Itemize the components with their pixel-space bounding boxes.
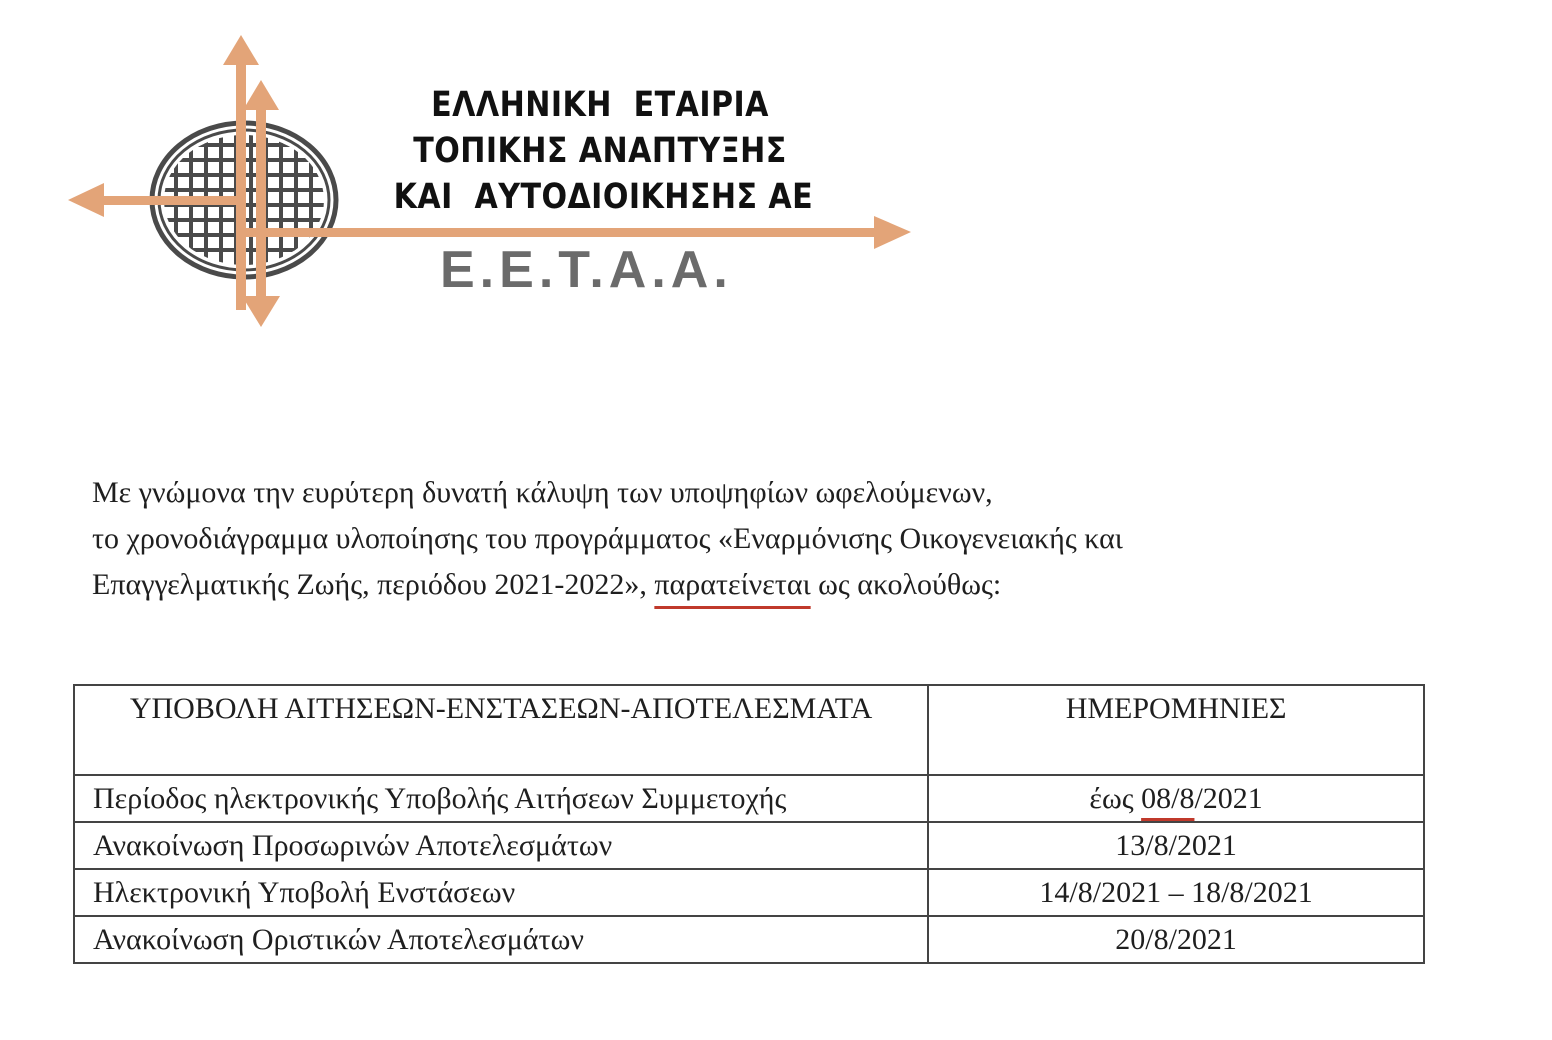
table-row (74, 775, 1424, 822)
intro-line-3-start: Επαγγελματικής Ζωής, περιόδου 2021-2022», (92, 568, 655, 601)
table-row (74, 869, 1424, 916)
date-highlight: 08/8 (1141, 782, 1195, 815)
row-date: 20/8/2021 (928, 916, 1424, 963)
intro-line-3 (92, 562, 1472, 608)
header-submissions: ΥΠΟΒΟΛΗ ΑΙΤΗΣΕΩΝ-ΕΝΣΤΑΣΕΩΝ-ΑΠΟΤΕΛΕΣΜΑΤΑ (74, 685, 928, 775)
row-label: Ανακοίνωση Οριστικών Αποτελεσμάτων (74, 916, 928, 963)
row-label: Ηλεκτρονική Υποβολή Ενστάσεων (74, 869, 928, 916)
row-date (928, 775, 1424, 822)
table-row (74, 916, 1424, 963)
row-label: Περίοδος ηλεκτρονικής Υποβολής Αιτήσεων Συμμετοχής (74, 775, 928, 822)
organization-name (393, 82, 814, 220)
table-header-row (74, 685, 1424, 775)
organization-abbreviation: Ε.Ε.Τ.Α.Α. (440, 241, 733, 299)
date-suffix: /2021 (1194, 782, 1263, 815)
schedule-table (73, 684, 1425, 964)
org-name-line-2: ΤΟΠΙΚΗΣ ΑΝΑΠΤΥΞΗΣ (413, 131, 787, 171)
row-date: 14/8/2021 – 18/8/2021 (928, 869, 1424, 916)
org-name-line-3: ΚΑΙ ΑΥΤΟΔΙΟΙΚΗΣΗΣ ΑΕ (393, 177, 814, 217)
table-row (74, 822, 1424, 869)
intro-line-3-end: ως ακολούθως: (810, 568, 1002, 601)
row-label: Ανακοίνωση Προσωρινών Αποτελεσμάτων (74, 822, 928, 869)
intro-paragraph (92, 470, 1472, 608)
header-dates: ΗΜΕΡΟΜΗΝΙΕΣ (928, 685, 1424, 775)
date-prefix: έως (1089, 782, 1142, 815)
intro-line-1: Με γνώμονα την ευρύτερη δυνατή κάλυψη των υποψηφίων ωφελούμενων, (92, 476, 993, 509)
extended-word-highlight: παρατείνεται (654, 568, 811, 601)
row-date: 13/8/2021 (928, 822, 1424, 869)
intro-line-2: το χρονοδιάγραμμα υλοποίησης του προγράμματος «Εναρμόνισης Οικογενειακής και (92, 522, 1123, 555)
org-name-line-1: ΕΛΛΗΝΙΚΗ ΕΤΑΙΡΙΑ (431, 85, 769, 125)
